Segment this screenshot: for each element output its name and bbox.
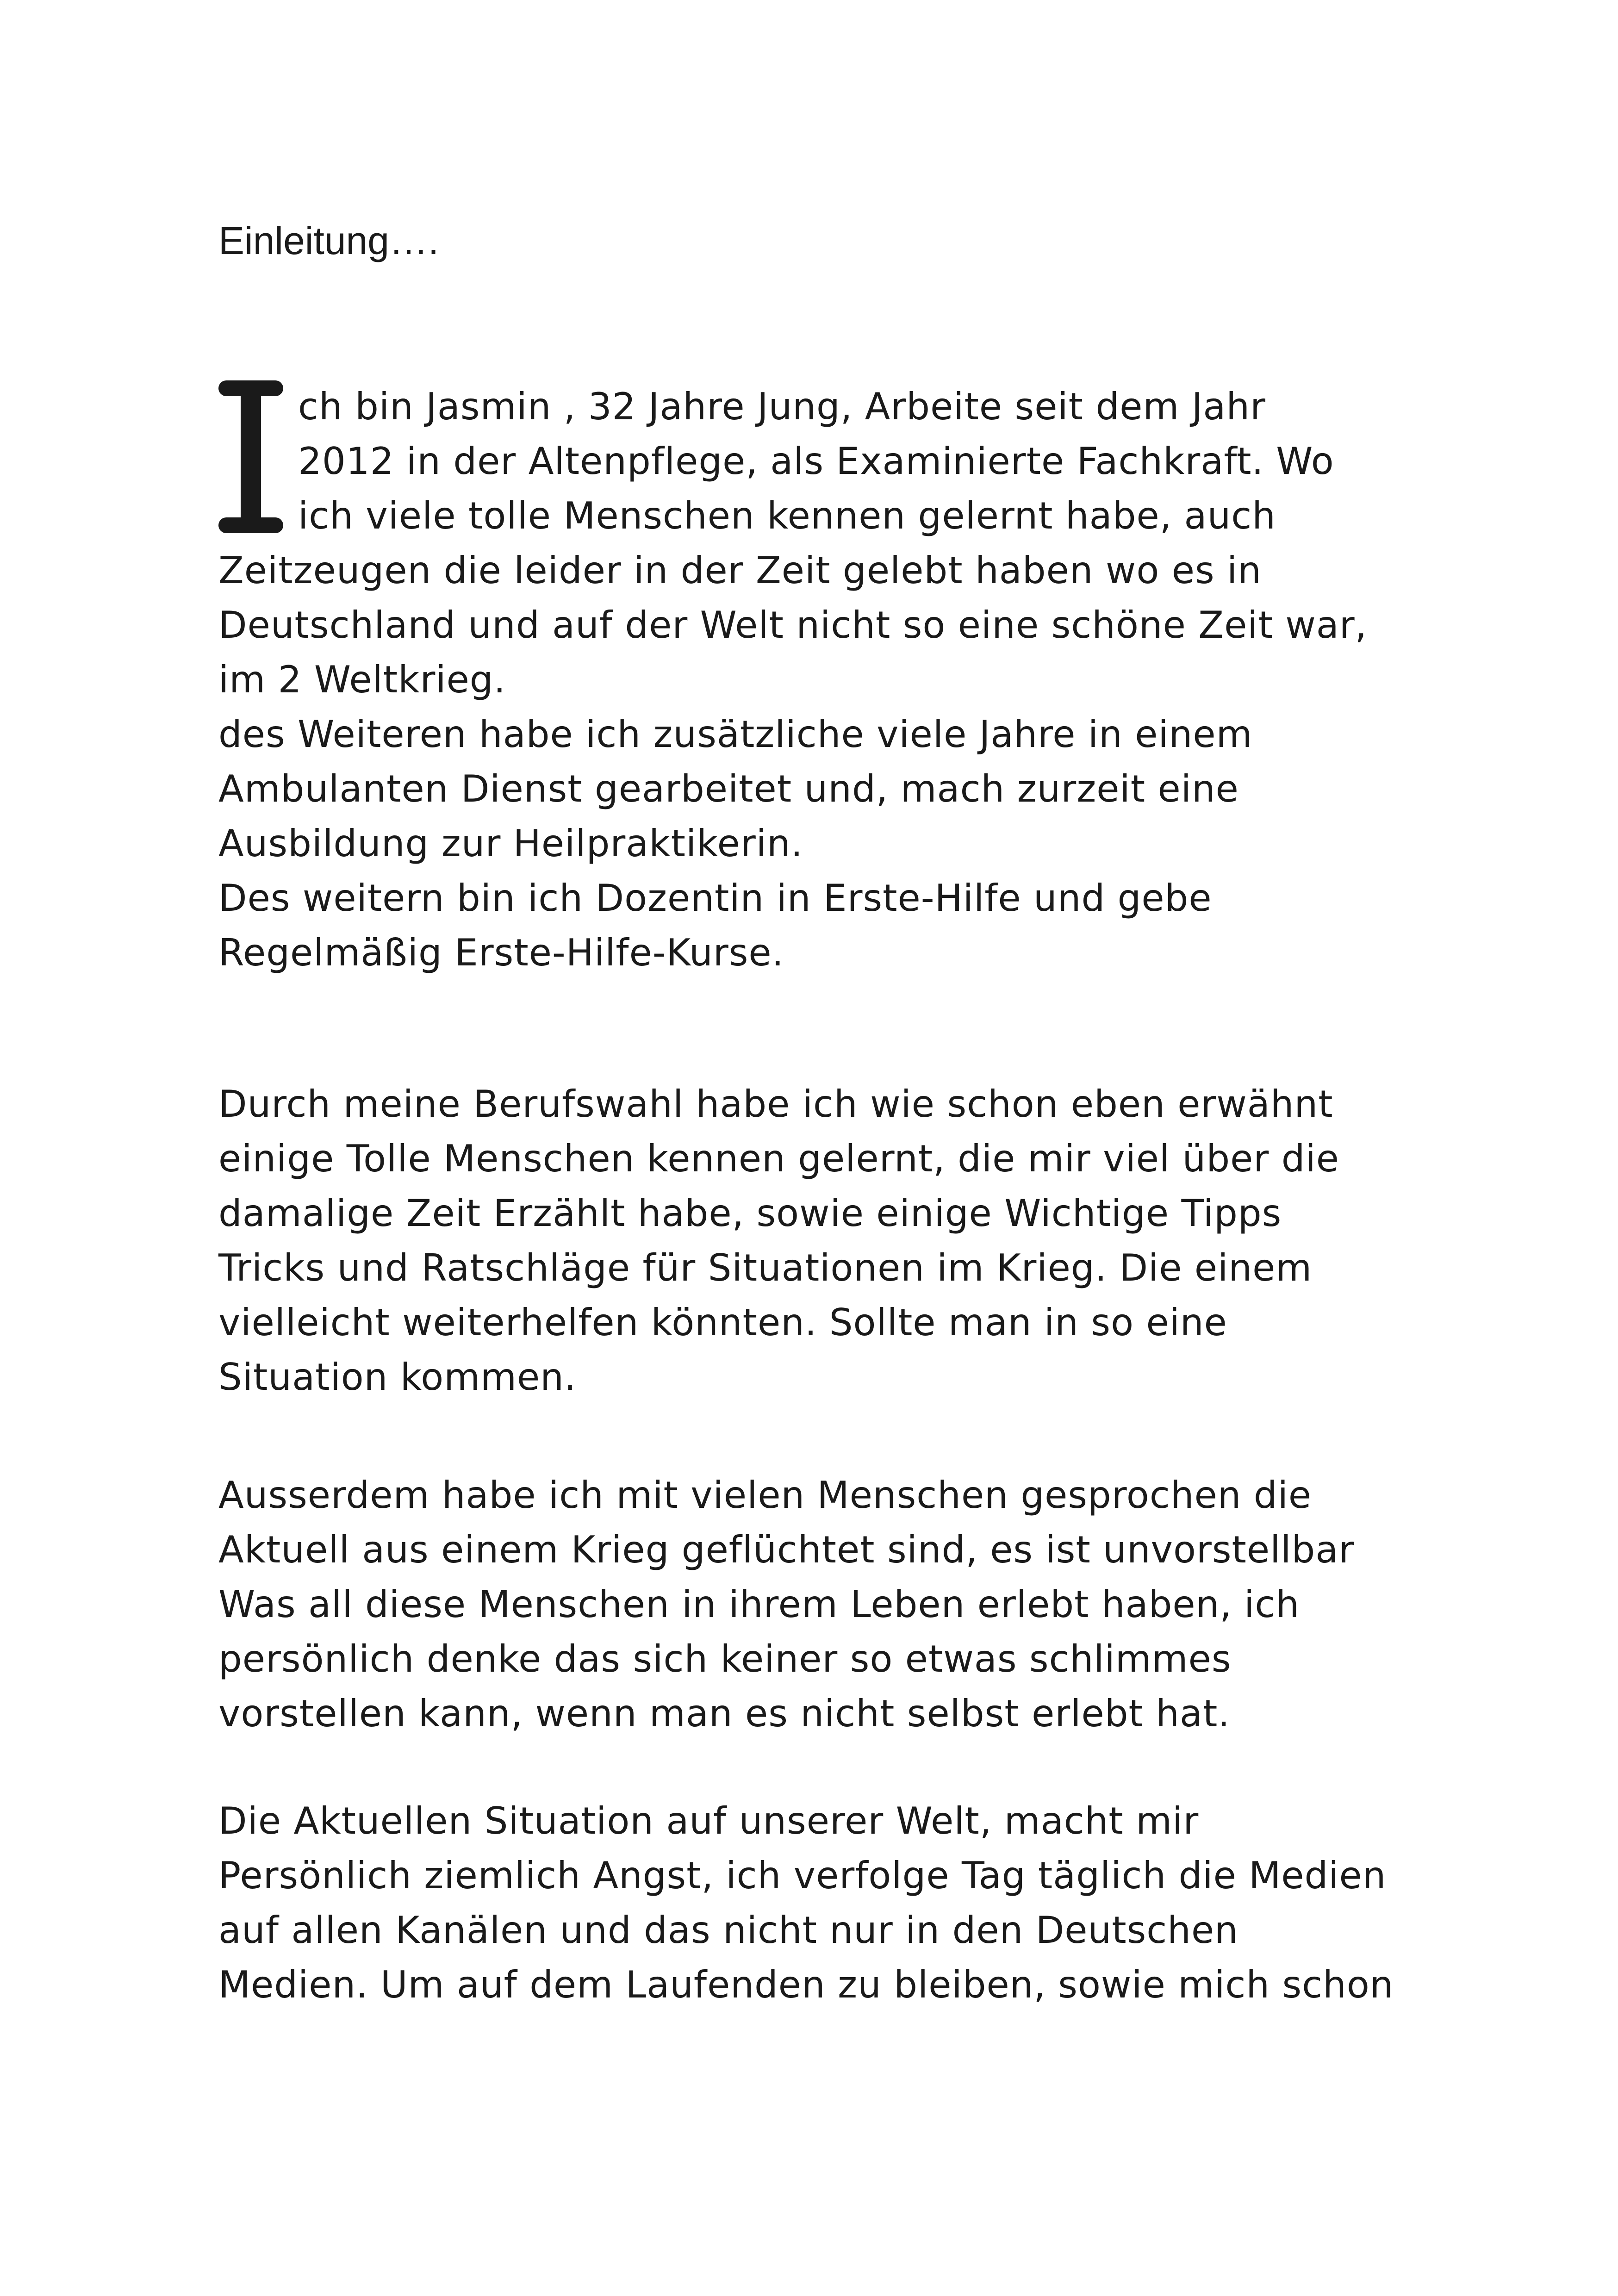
paragraph-line: Ausserdem habe ich mit vielen Menschen gesprochen die bbox=[218, 1474, 1312, 1517]
intro-line: Zeitzeugen die leider in der Zeit gelebt haben wo es in bbox=[218, 549, 1262, 592]
intro-line: des Weiteren habe ich zusätzliche viele Jahre in einem bbox=[218, 713, 1253, 756]
paragraph-refugees bbox=[218, 1468, 1431, 1741]
intro-line: im 2 Weltkrieg. bbox=[218, 658, 506, 701]
paragraph-line: Die Aktuellen Situation auf unserer Welt, macht mir bbox=[218, 1799, 1199, 1842]
intro-line: Ausbildung zur Heilpraktikerin. bbox=[218, 822, 803, 865]
paragraph-line: einige Tolle Menschen kennen gelernt, die mir viel über die bbox=[218, 1137, 1339, 1180]
paragraph-line: Situation kommen. bbox=[218, 1356, 577, 1399]
intro-line: Deutschland und auf der Welt nicht so eine schöne Zeit war, bbox=[218, 604, 1368, 647]
paragraph-line: vorstellen kann, wenn man es nicht selbst erlebt hat. bbox=[218, 1692, 1230, 1735]
intro-line: Ambulanten Dienst gearbeitet und, mach zurzeit eine bbox=[218, 767, 1239, 810]
intro-line: ch bin Jasmin , 32 Jahre Jung, Arbeite seit dem Jahr bbox=[298, 385, 1266, 428]
paragraph-line: Persönlich ziemlich Angst, ich verfolge Tag täglich die Medien bbox=[218, 1854, 1387, 1897]
paragraph-line: vielleicht weiterhelfen könnten. Sollte man in so eine bbox=[218, 1301, 1227, 1344]
paragraph-line: auf allen Kanälen und das nicht nur in den Deutschen bbox=[218, 1909, 1238, 1952]
page-heading: Einleitung…. bbox=[218, 219, 439, 262]
paragraph-current-situation bbox=[218, 1794, 1431, 2012]
paragraph-line: damalige Zeit Erzählt habe, sowie einige Wichtige Tipps bbox=[218, 1192, 1282, 1235]
intro-line: ich viele tolle Menschen kennen gelernt habe, auch bbox=[298, 494, 1276, 537]
intro-paragraph bbox=[218, 380, 1431, 980]
paragraph-line: persönlich denke das sich keiner so etwas schlimmes bbox=[218, 1637, 1232, 1680]
intro-line: Regelmäßig Erste-Hilfe-Kurse. bbox=[218, 931, 784, 974]
paragraph-line: Durch meine Berufswahl habe ich wie schon eben erwähnt bbox=[218, 1083, 1333, 1126]
paragraph-line: Medien. Um auf dem Laufenden zu bleiben, sowie mich schon bbox=[218, 1963, 1394, 2006]
intro-line: 2012 in der Altenpflege, als Examinierte Fachkraft. Wo bbox=[298, 440, 1334, 483]
paragraph-career bbox=[218, 1077, 1431, 1405]
paragraph-line: Tricks und Ratschläge für Situationen im Krieg. Die einem bbox=[218, 1246, 1313, 1289]
intro-line: Des weitern bin ich Dozentin in Erste-Hilfe und gebe bbox=[218, 877, 1212, 920]
paragraph-line: Was all diese Menschen in ihrem Leben erlebt haben, ich bbox=[218, 1583, 1300, 1626]
paragraph-line: Aktuell aus einem Krieg geflüchtet sind, es ist unvorstellbar bbox=[218, 1528, 1355, 1571]
